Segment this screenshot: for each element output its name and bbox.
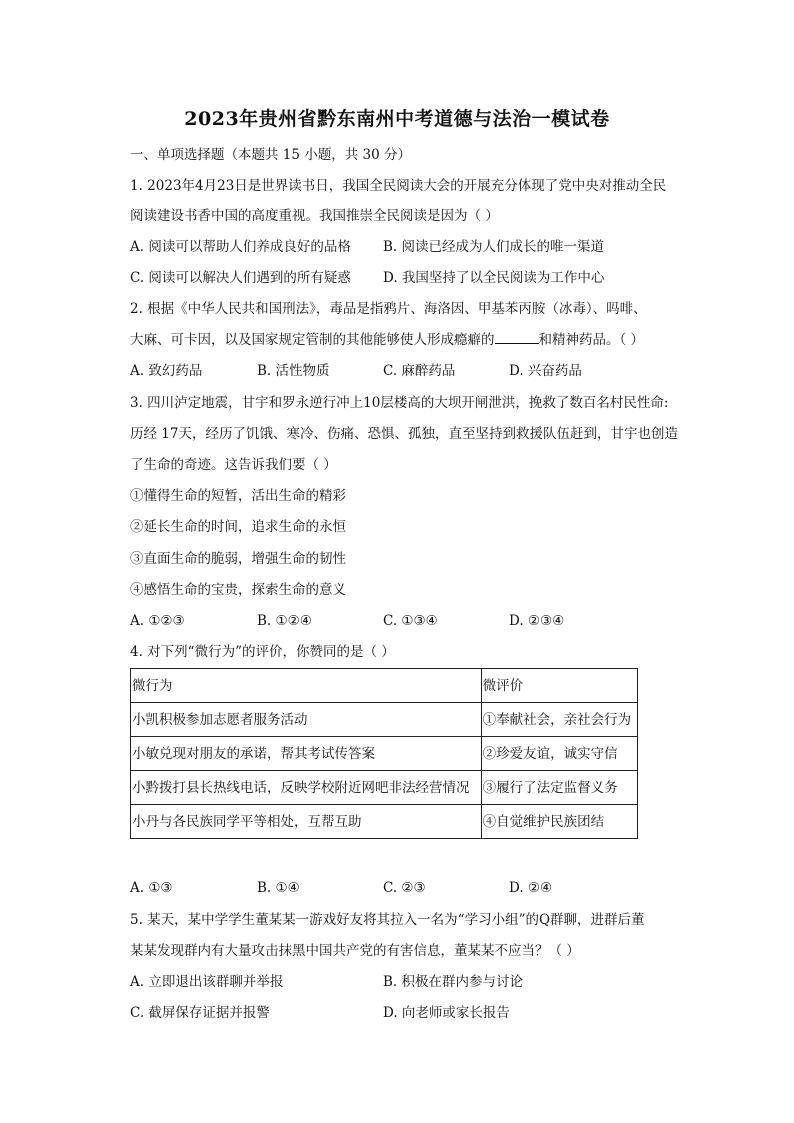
q1-option-b[interactable]: B. 阅读已经成为人们成长的唯一渠道 — [383, 239, 605, 255]
table-row — [131, 703, 638, 737]
q3-statement-3: ③直面生命的脆弱，增强生命的韧性 — [130, 551, 346, 567]
q2-option-a[interactable]: A. 致幻药品 — [130, 363, 203, 379]
q1-stem-line1: 1. 2023年4月23日是世界读书日，我国全民阅读大会的开展充分体现了党中央对推动全民 — [130, 178, 667, 194]
q2-option-b[interactable]: B. 活性物质 — [257, 363, 330, 379]
q3-statement-2: ②延长生命的时间，追求生命的永恒 — [130, 519, 346, 535]
table-cell: 小丹与各民族同学平等相处，互帮互助 — [131, 805, 482, 839]
q3-statement-1: ①懂得生命的短暂，活出生命的精彩 — [130, 488, 346, 504]
section-heading: 一、单项选择题（本题共 15 小题，共 30 分） — [130, 147, 412, 163]
q4-option-d[interactable]: D. ②④ — [509, 880, 553, 896]
table-cell: 小黔拨打县长热线电话，反映学校附近网吧非法经营情况 — [131, 771, 482, 805]
q1-option-d[interactable]: D. 我国坚持了以全民阅读为工作中心 — [383, 270, 605, 286]
table-row — [131, 771, 638, 805]
q3-stem-line3: 了生命的奇迹。这告诉我们要（ ） — [130, 457, 337, 473]
table-header-cell: 微行为 — [131, 669, 482, 703]
q2-stem-line2-post: 和精神药品。（ ） — [538, 332, 645, 348]
q1-option-a[interactable]: A. 阅读可以帮助人们养成良好的品格 — [130, 239, 351, 255]
q5-stem-line2: 某某发现群内有大量攻击抹黑中国共产党的有害信息，董某某不应当？（ ） — [130, 943, 580, 959]
q4-stem: 4. 对下列“微行为”的评价，你赞同的是（ ） — [130, 644, 395, 660]
q3-option-c[interactable]: C. ①③④ — [383, 613, 438, 629]
fill-blank — [495, 331, 539, 344]
table-cell: ③履行了法定监督义务 — [481, 771, 637, 805]
q2-stem-line2-pre: 大麻、可卡因，以及国家规定管制的其他能够使人形成瘾癖的 — [130, 332, 495, 348]
q1-option-c[interactable]: C. 阅读可以解决人们遇到的所有疑惑 — [130, 270, 351, 286]
q4-option-c[interactable]: C. ②③ — [383, 880, 426, 896]
table-cell: ④自觉维护民族团结 — [481, 805, 637, 839]
q3-stem-line2: 历经 17天，经历了饥饿、寒冷、伤痛、恐惧、孤独，直至坚持到救援队伍赶到，甘宇也创造 — [130, 426, 678, 442]
q1-stem-line2: 阅读建设书香中国的高度重视。我国推崇全民阅读是因为（ ） — [130, 208, 499, 224]
q4-table — [130, 668, 638, 839]
q5-option-c[interactable]: C. 截屏保存证据并报警 — [130, 1005, 270, 1021]
q2-option-c[interactable]: C. 麻醉药品 — [383, 363, 456, 379]
table-cell: ①奉献社会，亲社会行为 — [481, 703, 637, 737]
q3-stem-line1: 3. 四川泸定地震，甘宇和罗永逆行冲上10层楼高的大坝开闸泄洪，挽救了数百名村民性命: — [130, 395, 669, 411]
table-cell: 小凯积极参加志愿者服务活动 — [131, 703, 482, 737]
table-cell: 小敏兑现对朋友的承诺，帮其考试传答案 — [131, 737, 482, 771]
table-cell: ②珍爱友谊，诚实守信 — [481, 737, 637, 771]
table-header-cell: 微评价 — [481, 669, 637, 703]
table-row — [131, 805, 638, 839]
q5-option-d[interactable]: D. 向老师或家长报告 — [383, 1005, 510, 1021]
exam-title: 2023年贵州省黔东南州中考道德与法治一模试卷 — [184, 108, 610, 130]
table-row — [131, 737, 638, 771]
q2-option-d[interactable]: D. 兴奋药品 — [509, 363, 582, 379]
q5-option-a[interactable]: A. 立即退出该群聊并举报 — [130, 974, 284, 990]
q2-stem-line1: 2. 根据《中华人民共和国刑法》，毒品是指鸦片、海洛因、甲基苯丙胺（冰毒）、吗啡、 — [130, 301, 647, 317]
q5-stem-line1: 5. 某天，某中学学生董某某一游戏好友将其拉入一名为“学习小组”的Q群聊，进群后董 — [130, 912, 645, 928]
q2-stem-line2 — [130, 330, 644, 350]
table-header-row — [131, 669, 638, 703]
q5-option-b[interactable]: B. 积极在群内参与讨论 — [383, 974, 524, 990]
q4-option-a[interactable]: A. ①③ — [130, 880, 173, 896]
q3-option-d[interactable]: D. ②③④ — [509, 613, 565, 629]
q3-option-a[interactable]: A. ①②③ — [130, 613, 185, 629]
q4-option-b[interactable]: B. ①④ — [257, 880, 300, 896]
q3-statement-4: ④感悟生命的宝贵，探索生命的意义 — [130, 582, 346, 598]
q3-option-b[interactable]: B. ①②④ — [257, 613, 312, 629]
